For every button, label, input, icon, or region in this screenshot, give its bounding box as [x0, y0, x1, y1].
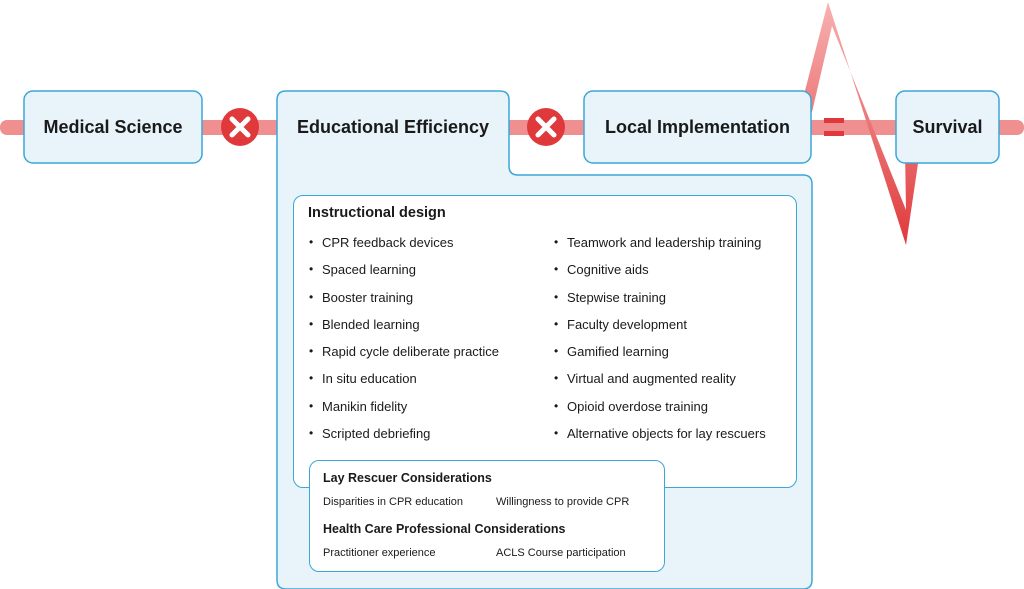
medical-science-box [24, 91, 202, 163]
list-item: • CPR feedback devices [309, 235, 499, 262]
lay-rescuer-item: Disparities in CPR education [323, 496, 464, 508]
list-item: • Booster training [309, 290, 499, 317]
multiply-icon [221, 108, 259, 146]
list-item: • Teamwork and leadership training [554, 235, 766, 262]
hcp-item: ACLS Course participation [496, 547, 626, 559]
multiply-icon [527, 108, 565, 146]
lay-rescuer-title: Lay Rescuer Considerations [323, 471, 492, 485]
list-item: • Opioid overdose training [554, 399, 766, 426]
list-item: • Blended learning [309, 317, 499, 344]
list-item: • Rapid cycle deliberate practice [309, 344, 499, 371]
list-item: • Spaced learning [309, 262, 499, 289]
list-item: • Faculty development [554, 317, 766, 344]
list-item: • Manikin fidelity [309, 399, 499, 426]
list-item: • Gamified learning [554, 344, 766, 371]
local-implementation-box [584, 91, 811, 163]
educational-efficiency-label: Educational Efficiency [296, 116, 490, 137]
hcp-item: Practitioner experience [323, 547, 436, 559]
medical-science-label: Medical Science [43, 116, 183, 137]
hcp-title: Health Care Professional Considerations [323, 522, 566, 536]
list-item: • Scripted debriefing [309, 426, 499, 453]
list-item: • Stepwise training [554, 290, 766, 317]
instructional-design-title: Instructional design [308, 205, 446, 221]
list-item: • In situ education [309, 371, 499, 398]
instructional-design-left-list [309, 235, 499, 453]
list-item: • Alternative objects for lay rescuers [554, 426, 766, 453]
list-item: • Cognitive aids [554, 262, 766, 289]
educational-efficiency-box [277, 91, 509, 163]
survival-label: Survival [912, 116, 983, 137]
local-implementation-label: Local Implementation [604, 116, 791, 137]
lay-rescuer-item: Willingness to provide CPR [496, 496, 630, 508]
list-item: • Virtual and augmented reality [554, 371, 766, 398]
survival-box [896, 91, 999, 163]
instructional-design-right-list [554, 235, 766, 453]
